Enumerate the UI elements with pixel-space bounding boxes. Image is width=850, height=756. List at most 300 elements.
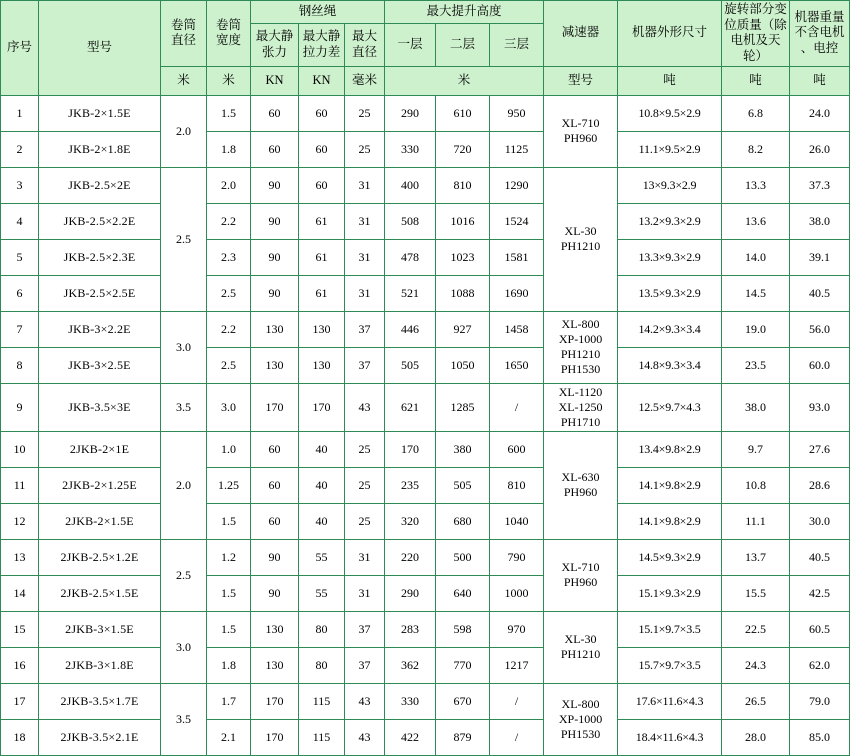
cell-layer2: 1285 bbox=[436, 383, 490, 431]
cell-reducer: XL-30 PH1210 bbox=[544, 611, 618, 683]
cell-static-diff: 80 bbox=[299, 611, 345, 647]
cell-machine-weight: 42.5 bbox=[790, 575, 850, 611]
cell-machine-size: 17.6×11.6×4.3 bbox=[618, 683, 722, 719]
cell-rope-diameter: 25 bbox=[345, 131, 385, 167]
cell-layer1: 290 bbox=[385, 95, 436, 131]
header-max-lift-height-label: 最大提升高度 bbox=[426, 4, 502, 19]
cell-static-diff: 61 bbox=[299, 239, 345, 275]
cell-layer1: 362 bbox=[385, 647, 436, 683]
header-drum-diameter-line1: 卷筒 bbox=[170, 17, 196, 32]
cell-model: 2JKB-3×1.5E bbox=[39, 611, 161, 647]
cell-drum-width: 1.5 bbox=[207, 95, 251, 131]
cell-machine-size: 15.1×9.7×3.5 bbox=[618, 611, 722, 647]
cell-machine-size: 12.5×9.7×4.3 bbox=[618, 383, 722, 431]
cell-machine-weight: 39.1 bbox=[790, 239, 850, 275]
cell-rotating-weight: 24.3 bbox=[722, 647, 790, 683]
cell-model: JKB-2.5×2.5E bbox=[39, 275, 161, 311]
header-model-label: 型号 bbox=[86, 39, 112, 54]
table-row bbox=[1, 575, 850, 611]
cell-layer3: 970 bbox=[490, 611, 544, 647]
cell-rotating-weight: 8.2 bbox=[722, 131, 790, 167]
cell-static-diff: 80 bbox=[299, 647, 345, 683]
cell-drum-width: 1.5 bbox=[207, 611, 251, 647]
table-row bbox=[1, 95, 850, 131]
header-machine-size bbox=[618, 1, 722, 67]
cell-layer2: 598 bbox=[436, 611, 490, 647]
cell-machine-weight: 40.5 bbox=[790, 539, 850, 575]
cell-drum-diameter: 3.0 bbox=[161, 611, 207, 683]
cell-static-diff: 61 bbox=[299, 203, 345, 239]
cell-rotating-weight: 14.0 bbox=[722, 239, 790, 275]
cell-seq: 10 bbox=[1, 431, 39, 467]
cell-rotating-weight: 11.1 bbox=[722, 503, 790, 539]
cell-rotating-weight: 23.5 bbox=[722, 347, 790, 383]
cell-rope-diameter: 25 bbox=[345, 431, 385, 467]
header-wire-rope bbox=[251, 1, 385, 24]
cell-layer2: 505 bbox=[436, 467, 490, 503]
cell-model: 2JKB-3.5×1.7E bbox=[39, 683, 161, 719]
cell-machine-weight: 37.3 bbox=[790, 167, 850, 203]
cell-machine-weight: 93.0 bbox=[790, 383, 850, 431]
cell-machine-size: 18.4×11.6×4.3 bbox=[618, 719, 722, 755]
cell-machine-weight: 85.0 bbox=[790, 719, 850, 755]
cell-drum-width: 1.25 bbox=[207, 467, 251, 503]
cell-rope-diameter: 37 bbox=[345, 347, 385, 383]
cell-model: 2JKB-3×1.8E bbox=[39, 647, 161, 683]
header-rotating-weight-l2: 位质量（除 bbox=[724, 17, 787, 32]
cell-drum-diameter: 3.5 bbox=[161, 383, 207, 431]
cell-static-tension: 170 bbox=[251, 383, 299, 431]
cell-drum-width: 1.5 bbox=[207, 503, 251, 539]
table-row bbox=[1, 131, 850, 167]
table-row bbox=[1, 647, 850, 683]
unit-reducer: 型号 bbox=[544, 66, 618, 95]
cell-layer3: / bbox=[490, 383, 544, 431]
header-machine-weight-l3: 、电控 bbox=[800, 41, 839, 56]
header-static-tension-l1: 最大静 bbox=[255, 29, 294, 44]
cell-static-diff: 40 bbox=[299, 467, 345, 503]
unit-machine-size: 吨 bbox=[618, 66, 722, 95]
cell-model: JKB-2.5×2.3E bbox=[39, 239, 161, 275]
cell-drum-diameter: 3.5 bbox=[161, 683, 207, 755]
header-machine-weight-l1: 机器重量 bbox=[794, 9, 845, 24]
cell-rope-diameter: 43 bbox=[345, 719, 385, 755]
cell-model: JKB-3.5×3E bbox=[39, 383, 161, 431]
cell-layer3: 1458 bbox=[490, 311, 544, 347]
cell-layer3: 1524 bbox=[490, 203, 544, 239]
cell-static-tension: 130 bbox=[251, 611, 299, 647]
cell-rope-diameter: 31 bbox=[345, 167, 385, 203]
cell-seq: 11 bbox=[1, 467, 39, 503]
cell-layer3: / bbox=[490, 683, 544, 719]
unit-drum-width: 米 bbox=[207, 66, 251, 95]
cell-layer1: 508 bbox=[385, 203, 436, 239]
cell-layer1: 422 bbox=[385, 719, 436, 755]
cell-rotating-weight: 6.8 bbox=[722, 95, 790, 131]
cell-model: 2JKB-2×1.5E bbox=[39, 503, 161, 539]
cell-static-diff: 40 bbox=[299, 503, 345, 539]
cell-layer3: 1125 bbox=[490, 131, 544, 167]
cell-layer3: 1290 bbox=[490, 167, 544, 203]
cell-layer3: 790 bbox=[490, 539, 544, 575]
cell-machine-weight: 38.0 bbox=[790, 203, 850, 239]
table-row bbox=[1, 539, 850, 575]
cell-drum-width: 1.5 bbox=[207, 575, 251, 611]
header-machine-size-label: 机器外形尺寸 bbox=[632, 25, 708, 40]
cell-layer2: 610 bbox=[436, 95, 490, 131]
cell-layer1: 170 bbox=[385, 431, 436, 467]
header-reducer-label: 减速器 bbox=[561, 25, 600, 40]
cell-layer2: 1088 bbox=[436, 275, 490, 311]
cell-layer2: 879 bbox=[436, 719, 490, 755]
cell-layer1: 521 bbox=[385, 275, 436, 311]
cell-machine-size: 10.8×9.5×2.9 bbox=[618, 95, 722, 131]
cell-layer1: 330 bbox=[385, 683, 436, 719]
unit-static-tension: KN bbox=[251, 66, 299, 95]
cell-static-tension: 170 bbox=[251, 719, 299, 755]
cell-rope-diameter: 31 bbox=[345, 539, 385, 575]
cell-static-tension: 60 bbox=[251, 131, 299, 167]
cell-model: JKB-3×2.5E bbox=[39, 347, 161, 383]
cell-rotating-weight: 10.8 bbox=[722, 467, 790, 503]
cell-layer3: 1690 bbox=[490, 275, 544, 311]
cell-model: JKB-3×2.2E bbox=[39, 311, 161, 347]
cell-static-diff: 61 bbox=[299, 275, 345, 311]
cell-machine-size: 14.1×9.8×2.9 bbox=[618, 503, 722, 539]
cell-layer2: 670 bbox=[436, 683, 490, 719]
header-seq-label: 序号 bbox=[6, 39, 32, 54]
cell-rotating-weight: 26.5 bbox=[722, 683, 790, 719]
cell-machine-weight: 40.5 bbox=[790, 275, 850, 311]
cell-static-diff: 55 bbox=[299, 539, 345, 575]
cell-rope-diameter: 43 bbox=[345, 383, 385, 431]
cell-rotating-weight: 13.6 bbox=[722, 203, 790, 239]
cell-rope-diameter: 37 bbox=[345, 611, 385, 647]
cell-static-tension: 90 bbox=[251, 575, 299, 611]
header-rotating-weight-l1: 旋转部分变 bbox=[724, 2, 787, 16]
cell-layer2: 1050 bbox=[436, 347, 490, 383]
cell-machine-size: 13.5×9.3×2.9 bbox=[618, 275, 722, 311]
cell-seq: 13 bbox=[1, 539, 39, 575]
cell-rope-diameter: 31 bbox=[345, 239, 385, 275]
cell-drum-width: 1.0 bbox=[207, 431, 251, 467]
cell-seq: 17 bbox=[1, 683, 39, 719]
table-row bbox=[1, 467, 850, 503]
cell-static-diff: 60 bbox=[299, 131, 345, 167]
unit-machine-weight: 吨 bbox=[790, 66, 850, 95]
cell-static-tension: 90 bbox=[251, 203, 299, 239]
header-rope-diameter-l1: 最大 bbox=[352, 29, 378, 44]
cell-rotating-weight: 13.7 bbox=[722, 539, 790, 575]
cell-rope-diameter: 37 bbox=[345, 311, 385, 347]
cell-machine-weight: 56.0 bbox=[790, 311, 850, 347]
cell-layer2: 720 bbox=[436, 131, 490, 167]
cell-rope-diameter: 31 bbox=[345, 203, 385, 239]
cell-layer2: 1023 bbox=[436, 239, 490, 275]
cell-machine-weight: 28.6 bbox=[790, 467, 850, 503]
cell-machine-size: 13.3×9.3×2.9 bbox=[618, 239, 722, 275]
header-static-tension bbox=[251, 24, 299, 66]
cell-seq: 7 bbox=[1, 311, 39, 347]
cell-drum-width: 2.5 bbox=[207, 275, 251, 311]
cell-drum-diameter: 2.0 bbox=[161, 431, 207, 539]
cell-reducer: XL-800 XP-1000 PH1210 PH1530 bbox=[544, 311, 618, 383]
cell-machine-weight: 79.0 bbox=[790, 683, 850, 719]
cell-static-tension: 170 bbox=[251, 683, 299, 719]
cell-rope-diameter: 31 bbox=[345, 275, 385, 311]
cell-static-diff: 130 bbox=[299, 311, 345, 347]
cell-rotating-weight: 13.3 bbox=[722, 167, 790, 203]
cell-layer1: 220 bbox=[385, 539, 436, 575]
table-row bbox=[1, 431, 850, 467]
header-machine-weight-l2: 不含电机 bbox=[794, 25, 845, 40]
cell-seq: 2 bbox=[1, 131, 39, 167]
table-row bbox=[1, 719, 850, 755]
cell-machine-size: 13.4×9.8×2.9 bbox=[618, 431, 722, 467]
table-row bbox=[1, 503, 850, 539]
cell-layer2: 680 bbox=[436, 503, 490, 539]
cell-drum-width: 1.8 bbox=[207, 647, 251, 683]
cell-rope-diameter: 43 bbox=[345, 683, 385, 719]
cell-machine-size: 13×9.3×2.9 bbox=[618, 167, 722, 203]
cell-model: JKB-2×1.5E bbox=[39, 95, 161, 131]
unit-lift-height: 米 bbox=[385, 66, 544, 95]
cell-machine-size: 11.1×9.5×2.9 bbox=[618, 131, 722, 167]
header-rotating-weight-l4: 轮） bbox=[743, 48, 769, 63]
cell-layer1: 290 bbox=[385, 575, 436, 611]
cell-layer2: 927 bbox=[436, 311, 490, 347]
cell-seq: 9 bbox=[1, 383, 39, 431]
cell-drum-diameter: 3.0 bbox=[161, 311, 207, 383]
cell-rotating-weight: 38.0 bbox=[722, 383, 790, 431]
header-wire-rope-label: 钢丝绳 bbox=[298, 4, 337, 19]
cell-rotating-weight: 14.5 bbox=[722, 275, 790, 311]
cell-layer1: 478 bbox=[385, 239, 436, 275]
header-seq bbox=[1, 1, 39, 96]
header-drum-diameter bbox=[161, 1, 207, 67]
cell-machine-size: 14.2×9.3×3.4 bbox=[618, 311, 722, 347]
cell-reducer: XL-630 PH960 bbox=[544, 431, 618, 539]
header-static-diff-l2: 拉力差 bbox=[302, 44, 341, 59]
cell-seq: 12 bbox=[1, 503, 39, 539]
cell-static-diff: 60 bbox=[299, 95, 345, 131]
cell-drum-width: 1.8 bbox=[207, 131, 251, 167]
cell-drum-width: 2.2 bbox=[207, 203, 251, 239]
cell-static-diff: 60 bbox=[299, 167, 345, 203]
header-layer1 bbox=[385, 24, 436, 66]
cell-rotating-weight: 22.5 bbox=[722, 611, 790, 647]
cell-seq: 1 bbox=[1, 95, 39, 131]
cell-drum-width: 2.5 bbox=[207, 347, 251, 383]
cell-rotating-weight: 15.5 bbox=[722, 575, 790, 611]
cell-machine-weight: 26.0 bbox=[790, 131, 850, 167]
header-rotating-weight bbox=[722, 1, 790, 67]
cell-rope-diameter: 25 bbox=[345, 503, 385, 539]
cell-machine-weight: 60.5 bbox=[790, 611, 850, 647]
cell-layer1: 283 bbox=[385, 611, 436, 647]
cell-reducer: XL-30 PH1210 bbox=[544, 167, 618, 311]
cell-seq: 5 bbox=[1, 239, 39, 275]
cell-layer2: 640 bbox=[436, 575, 490, 611]
header-layer2 bbox=[436, 24, 490, 66]
header-static-tension-l2: 张力 bbox=[261, 44, 287, 59]
cell-seq: 14 bbox=[1, 575, 39, 611]
cell-static-tension: 60 bbox=[251, 503, 299, 539]
cell-machine-size: 14.5×9.3×2.9 bbox=[618, 539, 722, 575]
cell-machine-size: 15.7×9.7×3.5 bbox=[618, 647, 722, 683]
cell-drum-diameter: 2.0 bbox=[161, 95, 207, 167]
cell-model: JKB-2×1.8E bbox=[39, 131, 161, 167]
cell-machine-size: 14.8×9.3×3.4 bbox=[618, 347, 722, 383]
cell-machine-weight: 30.0 bbox=[790, 503, 850, 539]
cell-rope-diameter: 25 bbox=[345, 467, 385, 503]
table-row bbox=[1, 275, 850, 311]
cell-static-diff: 115 bbox=[299, 719, 345, 755]
header-static-diff bbox=[299, 24, 345, 66]
cell-drum-width: 2.2 bbox=[207, 311, 251, 347]
cell-layer3: 600 bbox=[490, 431, 544, 467]
unit-rotating-weight: 吨 bbox=[722, 66, 790, 95]
cell-layer1: 505 bbox=[385, 347, 436, 383]
cell-layer3: 1040 bbox=[490, 503, 544, 539]
header-rotating-weight-l3: 电机及天 bbox=[730, 33, 781, 48]
unit-drum-diameter: 米 bbox=[161, 66, 207, 95]
header-drum-width-line2: 宽度 bbox=[215, 33, 241, 48]
cell-model: JKB-2.5×2E bbox=[39, 167, 161, 203]
header-layer3 bbox=[490, 24, 544, 66]
header-drum-width bbox=[207, 1, 251, 67]
cell-reducer: XL-710 PH960 bbox=[544, 95, 618, 167]
cell-seq: 6 bbox=[1, 275, 39, 311]
cell-drum-width: 3.0 bbox=[207, 383, 251, 431]
cell-layer1: 235 bbox=[385, 467, 436, 503]
cell-layer2: 810 bbox=[436, 167, 490, 203]
cell-static-tension: 90 bbox=[251, 239, 299, 275]
unit-static-diff: KN bbox=[299, 66, 345, 95]
table-row bbox=[1, 311, 850, 347]
cell-layer3: 1000 bbox=[490, 575, 544, 611]
cell-model: 2JKB-2.5×1.5E bbox=[39, 575, 161, 611]
cell-static-diff: 55 bbox=[299, 575, 345, 611]
table-row bbox=[1, 203, 850, 239]
cell-rope-diameter: 37 bbox=[345, 647, 385, 683]
cell-reducer: XL-800 XP-1000 PH1530 bbox=[544, 683, 618, 755]
cell-drum-width: 2.0 bbox=[207, 167, 251, 203]
header-model bbox=[39, 1, 161, 96]
cell-reducer: XL-1120 XL-1250 PH1710 bbox=[544, 383, 618, 431]
cell-static-tension: 130 bbox=[251, 311, 299, 347]
cell-machine-size: 13.2×9.3×2.9 bbox=[618, 203, 722, 239]
cell-static-tension: 130 bbox=[251, 647, 299, 683]
cell-rotating-weight: 28.0 bbox=[722, 719, 790, 755]
table-row bbox=[1, 611, 850, 647]
table-row bbox=[1, 383, 850, 431]
cell-layer3: 810 bbox=[490, 467, 544, 503]
cell-drum-width: 1.2 bbox=[207, 539, 251, 575]
cell-rotating-weight: 9.7 bbox=[722, 431, 790, 467]
table-body bbox=[1, 95, 850, 755]
cell-layer2: 500 bbox=[436, 539, 490, 575]
header-layer3-label: 三层 bbox=[504, 36, 530, 51]
cell-layer3: 1217 bbox=[490, 647, 544, 683]
cell-layer1: 320 bbox=[385, 503, 436, 539]
cell-layer1: 621 bbox=[385, 383, 436, 431]
cell-layer3: 950 bbox=[490, 95, 544, 131]
cell-static-tension: 90 bbox=[251, 167, 299, 203]
header-reducer bbox=[544, 1, 618, 67]
table-row bbox=[1, 167, 850, 203]
table-row bbox=[1, 239, 850, 275]
header-machine-weight bbox=[790, 1, 850, 67]
table-row bbox=[1, 347, 850, 383]
header-rope-diameter bbox=[345, 24, 385, 66]
cell-static-tension: 90 bbox=[251, 539, 299, 575]
cell-static-diff: 40 bbox=[299, 431, 345, 467]
cell-static-tension: 60 bbox=[251, 467, 299, 503]
cell-machine-weight: 60.0 bbox=[790, 347, 850, 383]
cell-layer2: 380 bbox=[436, 431, 490, 467]
header-layer2-label: 二层 bbox=[450, 36, 476, 51]
cell-model: 2JKB-2×1.25E bbox=[39, 467, 161, 503]
cell-layer2: 1016 bbox=[436, 203, 490, 239]
cell-machine-weight: 27.6 bbox=[790, 431, 850, 467]
cell-drum-diameter: 2.5 bbox=[161, 539, 207, 611]
cell-layer1: 330 bbox=[385, 131, 436, 167]
cell-machine-size: 15.1×9.3×2.9 bbox=[618, 575, 722, 611]
cell-seq: 16 bbox=[1, 647, 39, 683]
cell-machine-weight: 24.0 bbox=[790, 95, 850, 131]
cell-seq: 18 bbox=[1, 719, 39, 755]
cell-drum-diameter: 2.5 bbox=[161, 167, 207, 311]
cell-layer3: 1581 bbox=[490, 239, 544, 275]
cell-layer1: 400 bbox=[385, 167, 436, 203]
header-rope-diameter-l2: 直径 bbox=[352, 44, 378, 59]
cell-seq: 15 bbox=[1, 611, 39, 647]
cell-seq: 3 bbox=[1, 167, 39, 203]
header-static-diff-l1: 最大静 bbox=[302, 29, 341, 44]
cell-model: 2JKB-2×1E bbox=[39, 431, 161, 467]
cell-layer3: / bbox=[490, 719, 544, 755]
cell-rope-diameter: 25 bbox=[345, 95, 385, 131]
cell-seq: 8 bbox=[1, 347, 39, 383]
cell-machine-weight: 62.0 bbox=[790, 647, 850, 683]
cell-static-diff: 115 bbox=[299, 683, 345, 719]
header-row-group bbox=[1, 1, 850, 24]
header-max-lift-height bbox=[385, 1, 544, 24]
cell-rope-diameter: 31 bbox=[345, 575, 385, 611]
cell-drum-width: 1.7 bbox=[207, 683, 251, 719]
cell-model: 2JKB-2.5×1.2E bbox=[39, 539, 161, 575]
unit-rope-diameter: 毫米 bbox=[345, 66, 385, 95]
cell-model: 2JKB-3.5×2.1E bbox=[39, 719, 161, 755]
table-row bbox=[1, 683, 850, 719]
cell-layer3: 1650 bbox=[490, 347, 544, 383]
header-drum-diameter-line2: 直径 bbox=[170, 33, 196, 48]
cell-static-tension: 130 bbox=[251, 347, 299, 383]
header-layer1-label: 一层 bbox=[397, 36, 423, 51]
cell-drum-width: 2.3 bbox=[207, 239, 251, 275]
cell-machine-size: 14.1×9.8×2.9 bbox=[618, 467, 722, 503]
cell-seq: 4 bbox=[1, 203, 39, 239]
cell-layer2: 770 bbox=[436, 647, 490, 683]
cell-static-tension: 90 bbox=[251, 275, 299, 311]
cell-static-diff: 170 bbox=[299, 383, 345, 431]
cell-reducer: XL-710 PH960 bbox=[544, 539, 618, 611]
table-header bbox=[1, 1, 850, 96]
cell-static-diff: 130 bbox=[299, 347, 345, 383]
header-drum-width-line1: 卷筒 bbox=[215, 17, 241, 32]
cell-static-tension: 60 bbox=[251, 431, 299, 467]
